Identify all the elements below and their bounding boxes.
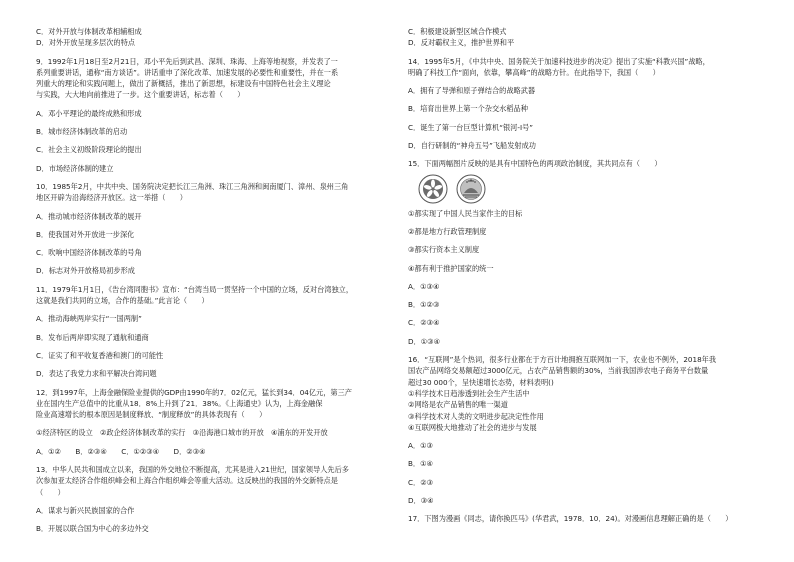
option-a: A．谋求与新兴民族国家的合作 xyxy=(36,505,135,515)
sub-item: ①都实现了中国人民当家作主的目标 xyxy=(408,208,523,218)
left-column xyxy=(36,26,388,535)
option-b: B．培育出世界上第一个杂交水稻品种 xyxy=(408,104,528,114)
option-b: B．开展以联合国为中心的多边外交 xyxy=(36,524,149,534)
sub-items: ①经济特区的设立 ②政企经济体制改革的实行 ③沿海港口城市的开放 ④浦东的开发开放 xyxy=(36,428,328,438)
question-13 xyxy=(36,464,388,534)
option-c: C．吹响中国经济体制改革的号角 xyxy=(36,248,142,258)
question-9 xyxy=(36,56,388,174)
question-text: 10．1985年2月，中共中央、国务院决定把长江三角洲、珠江三角洲和闽南厦门、漳州、泉州三角 xyxy=(36,181,349,191)
sub-item: ②网络是农产品销售的唯一渠道 xyxy=(408,400,508,410)
question-text: 15．下面两幅图片反映的是具有中国特色的两项政治制度，其共同点有（ ） xyxy=(408,159,662,169)
sub-item: ④都有利于推护国家的统一 xyxy=(408,263,494,273)
question-text: 9．1992年1月18日至2月21日，邓小平先后到武昌、深圳、珠海、上海等地视察，并发表了一 xyxy=(36,56,338,66)
question-text: 列重大的理论和实践问题上，做出了新概括，推出了新思想，标建设有中国特色社会主义理论 xyxy=(36,79,331,89)
sub-item: ②都是地方行政管理制度 xyxy=(408,226,487,236)
option-line: C．对外开放与体制改革相辅相成 xyxy=(36,27,142,36)
sub-item: ③都实行资本主义制度 xyxy=(408,245,480,255)
question-text: 超过30 000个，呈快速增长态势，材料表明() xyxy=(408,377,554,387)
question-text: 17．下图为漫画《同志，请你换匹马》(华君武，1978．10．24)。对漫画信息理解正确的是（ ） xyxy=(408,514,733,524)
option-a: A．①③④ xyxy=(408,281,440,291)
option-line: C．积极建设新型区域合作模式 xyxy=(408,27,507,36)
question-16 xyxy=(408,354,760,506)
option-d: D．①③④ xyxy=(408,336,441,346)
question-text: 系列重要讲话，通称“南方谈话”。讲话重申了深化改革、加速发展的必要性和重要性，并在一系 xyxy=(36,67,339,77)
question-text: （ ） xyxy=(36,487,65,497)
emblem-images xyxy=(418,174,760,204)
option-c: C．诞生了第一台巨型计算机“银河-Ⅰ号” xyxy=(408,122,533,132)
question-text: 11．1979年1月1日，《告台湾同胞书》宣布：“台湾当局一贯坚持一个中国的立场，反对台湾独立， xyxy=(36,284,354,294)
option-a: A．推动海峡两岸实行“一国两制” xyxy=(36,314,142,324)
sub-item: ④互联网极大地推动了社会的进步与发展 xyxy=(408,422,537,432)
option-c: C．证实了和平收复香港和澳门的可能性 xyxy=(36,350,164,360)
option-b: B．城市经济体制改革的启动 xyxy=(36,127,128,137)
question-text: 14．1995年5月，《中共中央、国务院关于加速科技进步的决定》提出了实施“科教兴国”战略， xyxy=(408,56,710,66)
question-15 xyxy=(408,158,760,347)
question-text: 与实践，大大地向前推进了一步。这个重要讲话，标志着（ ） xyxy=(36,90,245,100)
option-b: B．①②③ xyxy=(408,300,440,310)
question-text: 明确了科技工作“面向，依靠，攀高峰”的战略方针。在此指导下，我国（ ） xyxy=(408,67,660,77)
question-text: 16．“互联网”是个热词，很多行业都在于方百计地拥抱互联网加一下，农业也不例外，2018年我 xyxy=(408,355,717,365)
option-d: D．表达了我党力求和平解决台湾问题 xyxy=(36,369,157,379)
option-a: A．邓小平理论的最终成熟和形成 xyxy=(36,108,142,118)
hk-emblem-icon xyxy=(418,174,448,204)
option-d: D．标志对外开放格局初步形成 xyxy=(36,266,135,276)
question-17 xyxy=(408,513,760,524)
question-text: 这就是我们共同的立场，合作的基础。”此言论（ ） xyxy=(36,296,209,306)
option-d: D．③④ xyxy=(408,496,434,506)
question-text: 次参加亚太经济合作组织峰会和上海合作组织峰会等重大活动。这反映出的我国的外交新特点是 xyxy=(36,476,338,486)
option-b: B．发布后两岸即实现了通航和通商 xyxy=(36,332,149,342)
question-text: 地区开辟为沿海经济开放区。这一举措（ ） xyxy=(36,193,187,203)
question-14 xyxy=(408,56,760,152)
question-text: 业在国内生产总值中的比重从18．8%上升到了21．38%。《上海通史》认为，上海金融保 xyxy=(36,398,323,408)
option-c: C．社会主义初级阶段理论的提出 xyxy=(36,145,142,155)
option-b: B．使我国对外开放进一步深化 xyxy=(36,229,135,239)
question-text: 13．中华人民共和国成立以来，我国的外交地位不断提高，尤其是进入21世纪，国家领导人先后多 xyxy=(36,465,349,475)
option-a: A．拥有了导弹和原子弹结合的战略武器 xyxy=(408,86,536,96)
question-text: 国农产品网络交易额超过3000亿元，占农产品销售额的30%，当前我国涉农电子商务平台数量 xyxy=(408,366,709,376)
options-row: A．①② B．②③④ C．①②③④ D．②③④ xyxy=(36,446,206,456)
option-d: D．市场经济体制的建立 xyxy=(36,163,114,173)
option-c: C．②③④ xyxy=(408,318,440,328)
option-d: D．自行研制的“神舟五号”飞船发射成功 xyxy=(408,141,536,151)
question-12 xyxy=(36,387,388,457)
option-line: D．反对霸权主义，推护世界和平 xyxy=(408,38,515,48)
question-10 xyxy=(36,181,388,277)
macau-emblem-icon xyxy=(456,174,486,204)
option-a: A．①③ xyxy=(408,441,433,451)
question-text: 险业高速增长的根本原因是制度释放、“制度释放”的具体表现有（ ） xyxy=(36,410,267,420)
option-a: A．推动城市经济体制改革的展开 xyxy=(36,211,142,221)
sub-item: ①科学技术日趋渗透到社会生产生活中 xyxy=(408,388,530,398)
option-line: D．对外开放呈现多层次的特点 xyxy=(36,38,135,48)
question-text: 12．到1997年，上海金融保险业提供的GDP由1990年的7．02亿元，猛长到34．04亿元，第三产 xyxy=(36,387,352,397)
sub-item: ③科学技术对人类的文明进步起决定性作用 xyxy=(408,411,544,421)
option-b: B．①④ xyxy=(408,459,434,469)
question-11 xyxy=(36,284,388,380)
option-c: C．②③ xyxy=(408,477,434,487)
right-column xyxy=(408,26,760,525)
